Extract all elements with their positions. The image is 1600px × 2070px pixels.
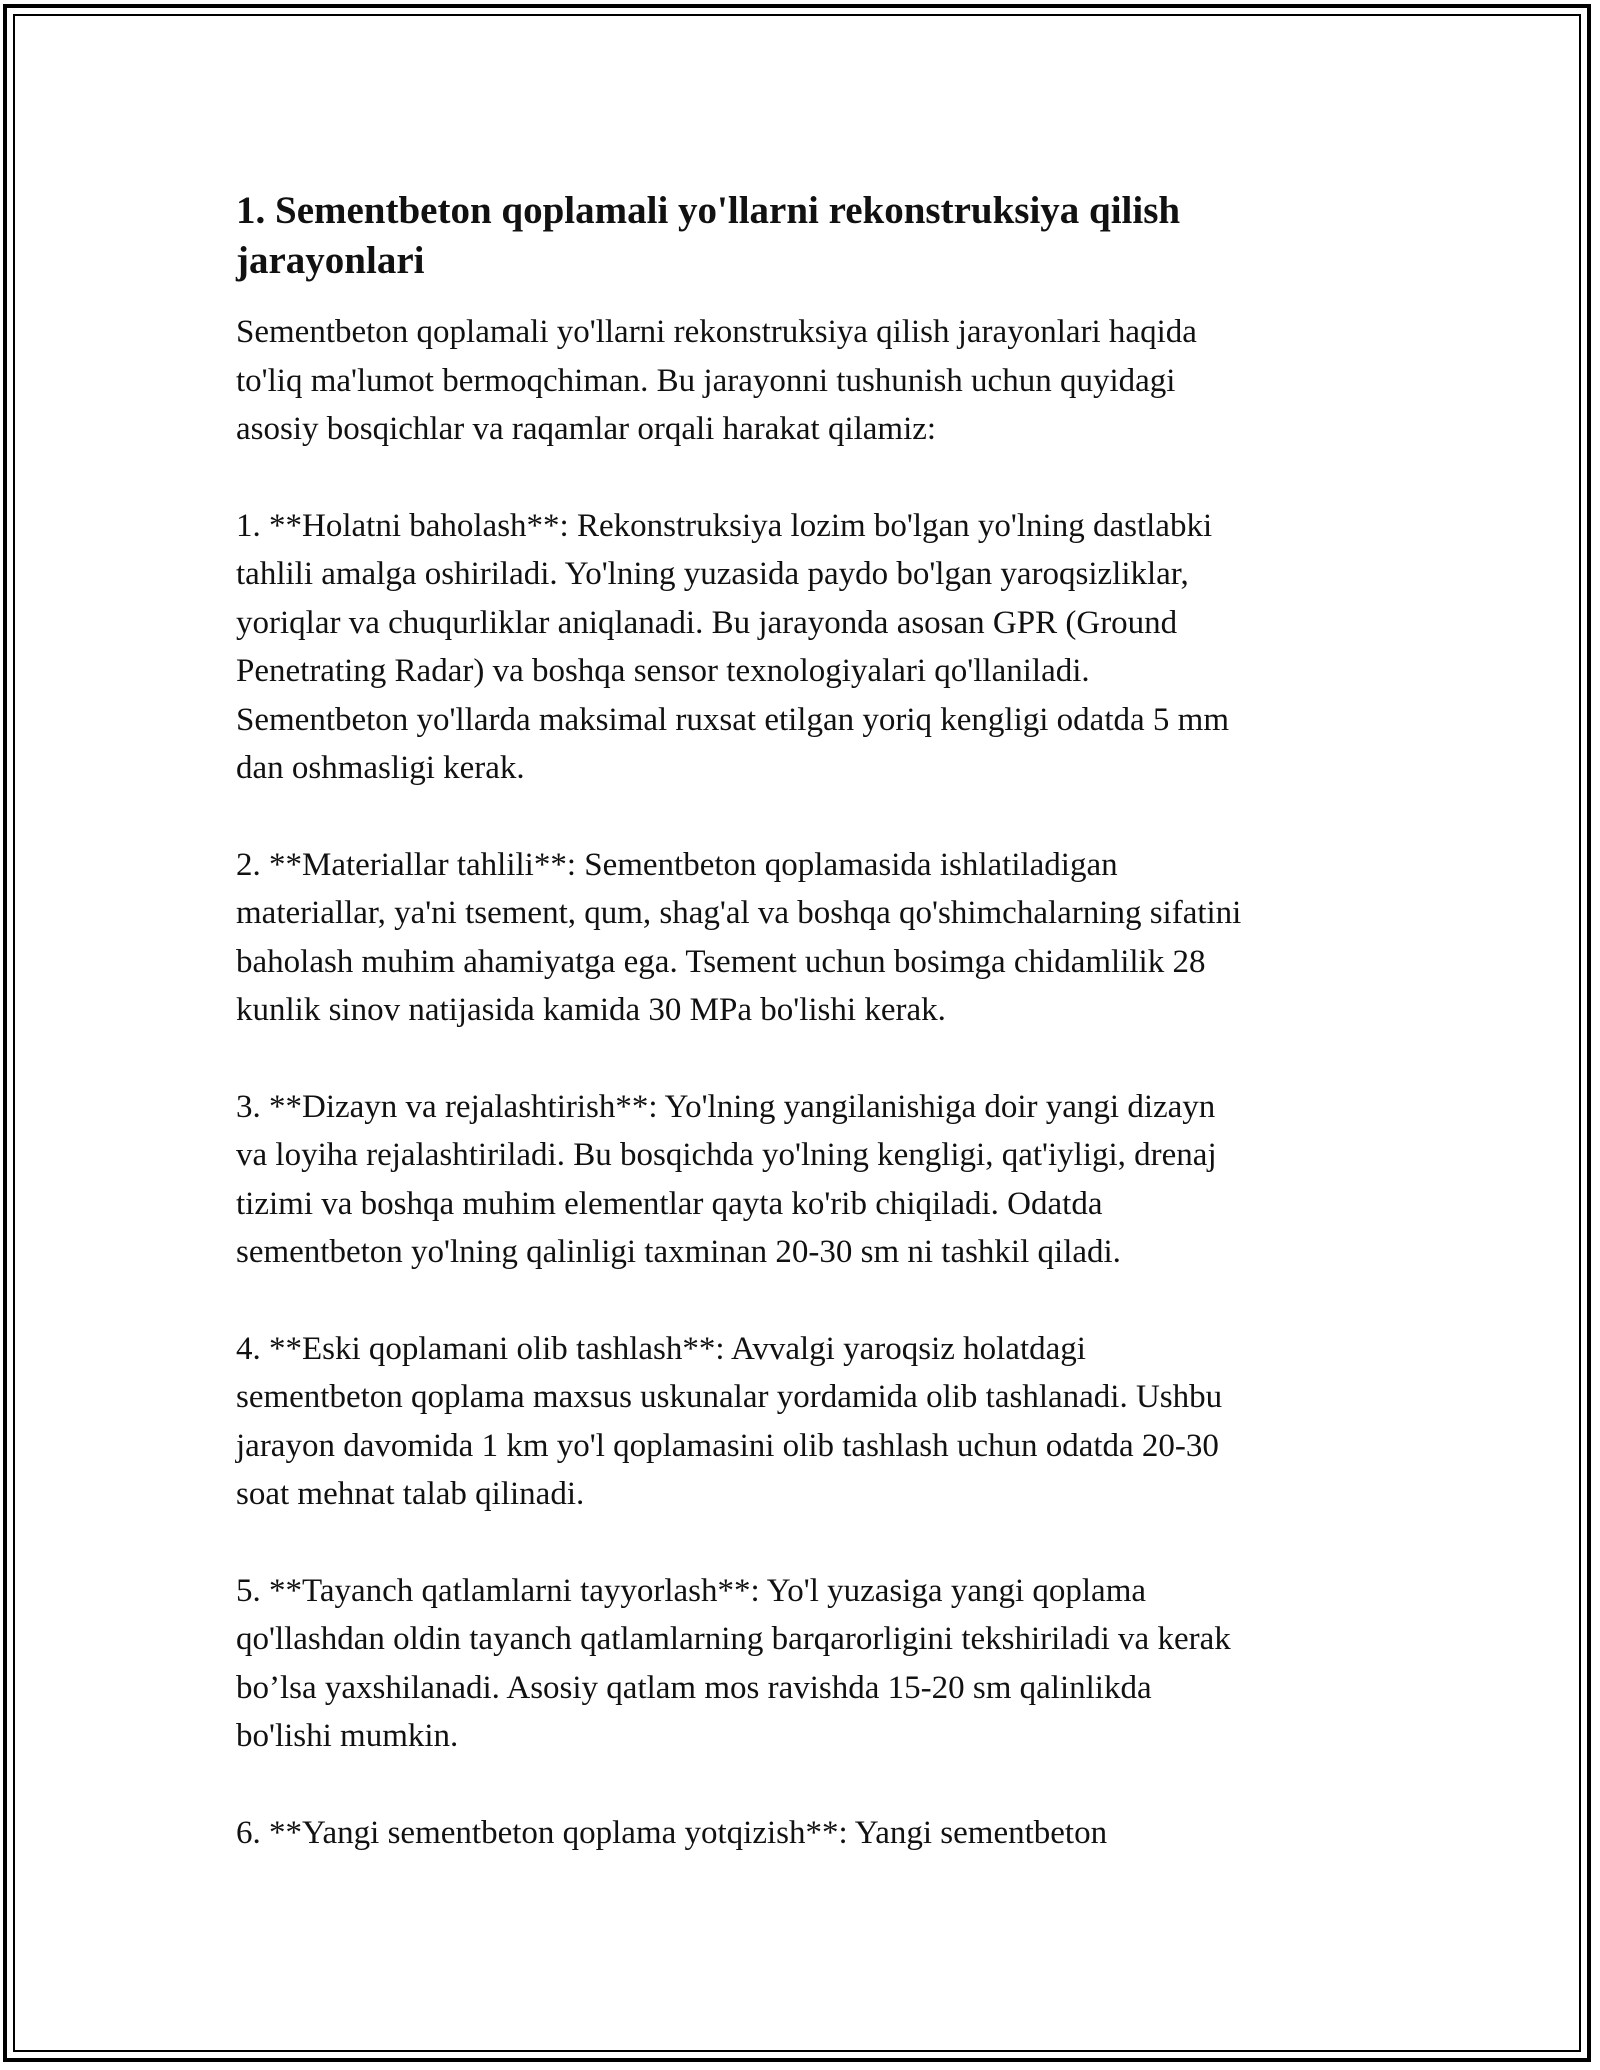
step-5-paragraph: 5. **Tayanch qatlamlarni tayyorlash**: Yo'l yuzasiga yangi qoplama qo'llashdan oldin tayanch qatlamlarning barqarorligini tekshiriladi va kerak bo’lsa yaxshilanadi. Asosiy qatlam mos ravishda 15-20 sm qalinlikda bo'lishi mumkin. xyxy=(236,1572,1231,1754)
step-6-paragraph: 6. **Yangi sementbeton qoplama yotqizish**: Yangi sementbeton xyxy=(236,1814,1108,1851)
step-1-paragraph: 1. **Holatni baholash**: Rekonstruksiya lozim bo'lgan yo'lning dastlabki tahlili amalga oshiriladi. Yo'lning yuzasida paydo bo'lgan yaroqsizliklar, yoriqlar va chuqurliklar aniqlanadi. Bu jarayonda asosan GPR (Ground Penetrating Radar) va boshqa sensor texnologiyalari qo'llaniladi. Sementbeton yo'llarda maksimal ruxsat etilgan yoriq kengligi odatda 5 mm dan oshmasligi kerak. xyxy=(236,507,1229,786)
step-2-paragraph: 2. **Materiallar tahlili**: Sementbeton qoplamasida ishlatiladigan materiallar, ya'ni tsement, qum, shag'al va boshqa qo'shimchalarning sifatini baholash muhim ahamiyatga ega. Tsement uchun bosimga chidamlilik 28 kunlik sinov natijasida kamida 30 MPa bo'lishi kerak. xyxy=(236,846,1242,1028)
step-4-paragraph: 4. **Eski qoplamani olib tashlash**: Avvalgi yaroqsiz holatdagi sementbeton qoplama maxsus uskunalar yordamida olib tashlanadi. Ushbu jarayon davomida 1 km yo'l qoplamasini olib tashlash uchun odatda 20-30 soat mehnat talab qilinadi. xyxy=(236,1330,1223,1512)
document-title: 1. Sementbeton qoplamali yo'llarni rekonstruksiya qilish jarayonlari xyxy=(236,189,1181,282)
intro-paragraph: Sementbeton qoplamali yo'llarni rekonstruksiya qilish jarayonlari haqida to'liq ma'lumot bermoqchiman. Bu jarayonni tushunish uchun quyidagi asosiy bosqichlar va raqamlar orqali harakat qilamiz: xyxy=(236,314,1197,447)
document-body xyxy=(236,186,1376,1905)
step-3-paragraph: 3. **Dizayn va rejalashtirish**: Yo'lning yangilanishiga doir yangi dizayn va loyiha rejalashtiriladi. Bu bosqichda yo'lning kengligi, qat'iyligi, drenaj tizimi va boshqa muhim elementlar qayta ko'rib chiqiladi. Odatda sementbeton yo'lning qalinligi taxminan 20-30 sm ni tashkil qiladi. xyxy=(236,1088,1217,1270)
